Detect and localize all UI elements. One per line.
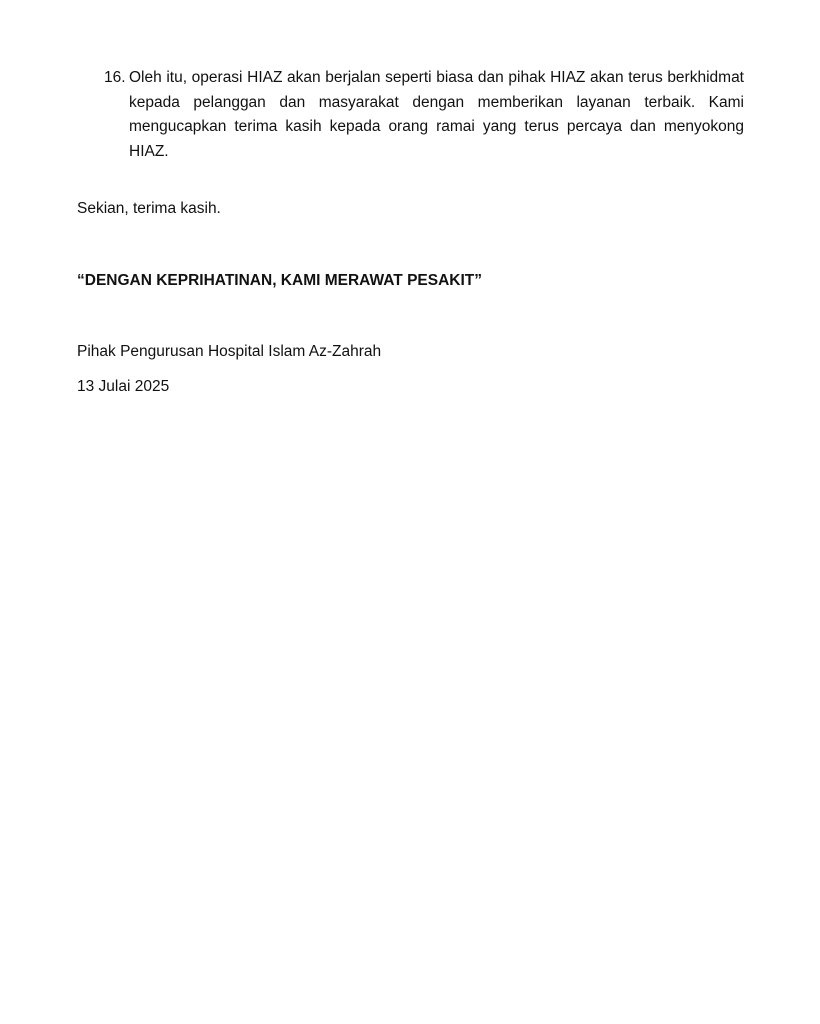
motto: “DENGAN KEPRIHATINAN, KAMI MERAWAT PESAKIT” <box>77 272 483 289</box>
document-date: 13 Julai 2025 <box>77 378 170 395</box>
numbered-paragraph <box>104 66 744 164</box>
closing-remark: Sekian, terima kasih. <box>77 200 221 217</box>
signatory: Pihak Pengurusan Hospital Islam Az-Zahrah <box>77 343 382 360</box>
paragraph-text: Oleh itu, operasi HIAZ akan berjalan seperti biasa dan pihak HIAZ akan terus berkhidmat kepada pelanggan dan masyarakat dengan memberikan layanan terbaik. Kami mengucapkan terima kasih kepada orang ramai yang terus percaya dan menyokong HIAZ. <box>129 69 744 160</box>
paragraph-number: 16. <box>104 69 126 86</box>
